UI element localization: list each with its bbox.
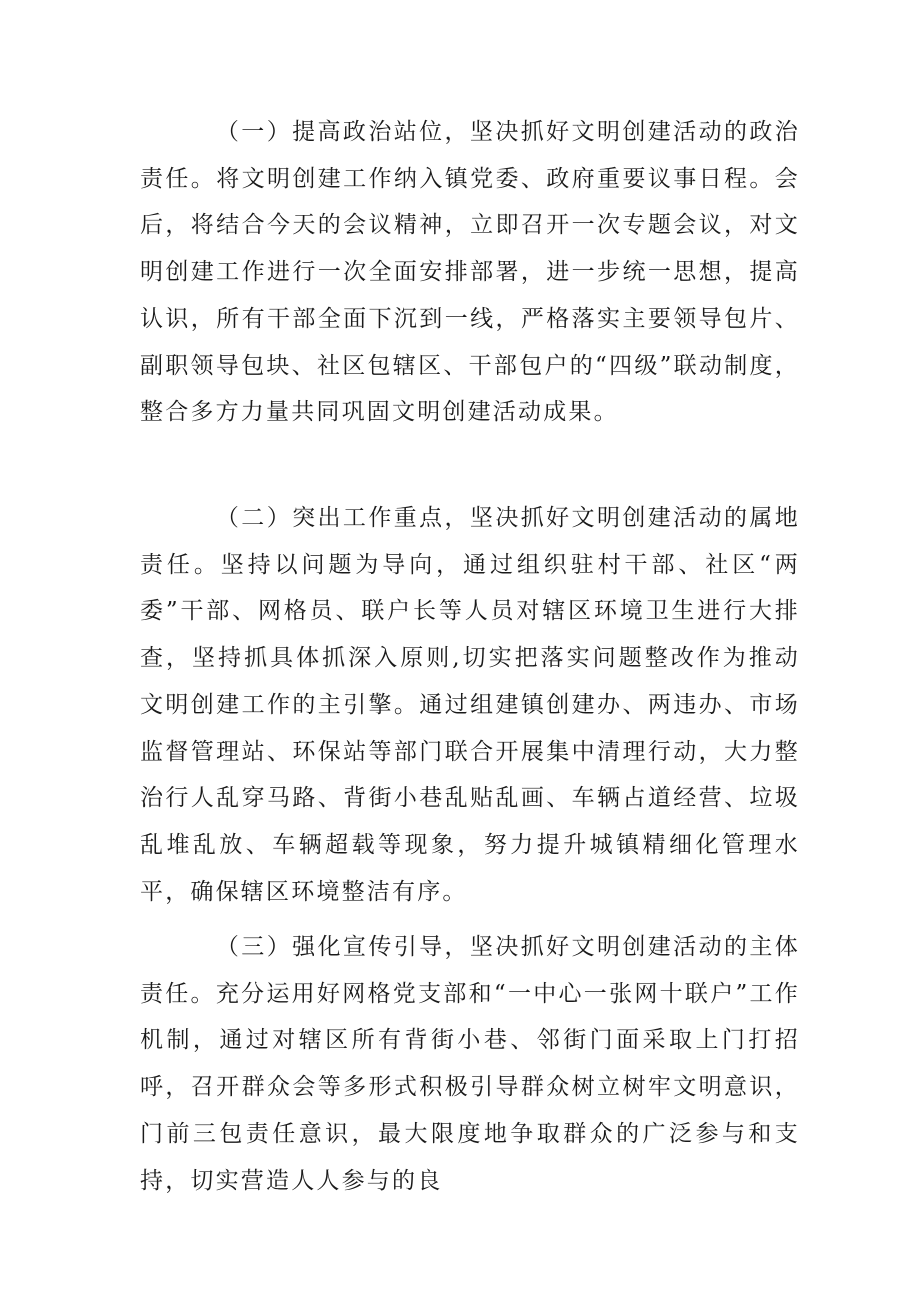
- paragraph-1-body: 将文明创建工作纳入镇党委、政府重要议事日程。会后，将结合今天的会议精神，立即召开一次专题会议，对文明创建工作进行一次全面安排部署，进一步统一思想，提高认识，所有干部全面下沉到一线，严格落实主要领导包片、副职领导包块、社区包辖区、干部包户的“四级”联动制度，整合多方力量共同巩固文明创建活动成果。: [140, 165, 800, 426]
- paragraph-3-heading: （三）强化宣传引导，坚决抓好文明创建活动的主体责任。: [140, 934, 800, 1007]
- paragraph-2-body: 坚持以问题为导向，通过组织驻村干部、社区“两委”干部、网格员、联户长等人员对辖区环境卫生进行大排查，坚持抓具体抓深入原则,切实把落实问题整改作为推动文明创建工作的主引擎。通过组建镇创建办、两违办、市场监督管理站、环保站等部门联合开展集中清理行动，大力整治行人乱穿马路、背街小巷乱贴乱画、车辆占道经营、垃圾乱堆乱放、车辆超载等现象，努力提升城镇精细化管理水平，确保辖区环境整洁有序。: [140, 551, 800, 905]
- paragraph-2: [140, 495, 800, 915]
- paragraph-2-heading: （二）突出工作重点，坚决抓好文明创建活动的属地责任。: [140, 505, 800, 578]
- paragraph-1-heading: （一）提高政治站位，坚决抓好文明创建活动的政治责任。: [140, 119, 800, 192]
- paragraph-3-body: 充分运用好网格党支部和“一中心一张网十联户”工作机制，通过对辖区所有背街小巷、邻街门面采取上门打招呼，召开群众会等多形式积极引导群众树立树牢文明意识，门前三包责任意识，最大限度地争取群众的广泛参与和支持，切实营造人人参与的良: [140, 980, 800, 1194]
- paragraph-1: [140, 109, 800, 436]
- paragraph-3: [140, 924, 800, 1204]
